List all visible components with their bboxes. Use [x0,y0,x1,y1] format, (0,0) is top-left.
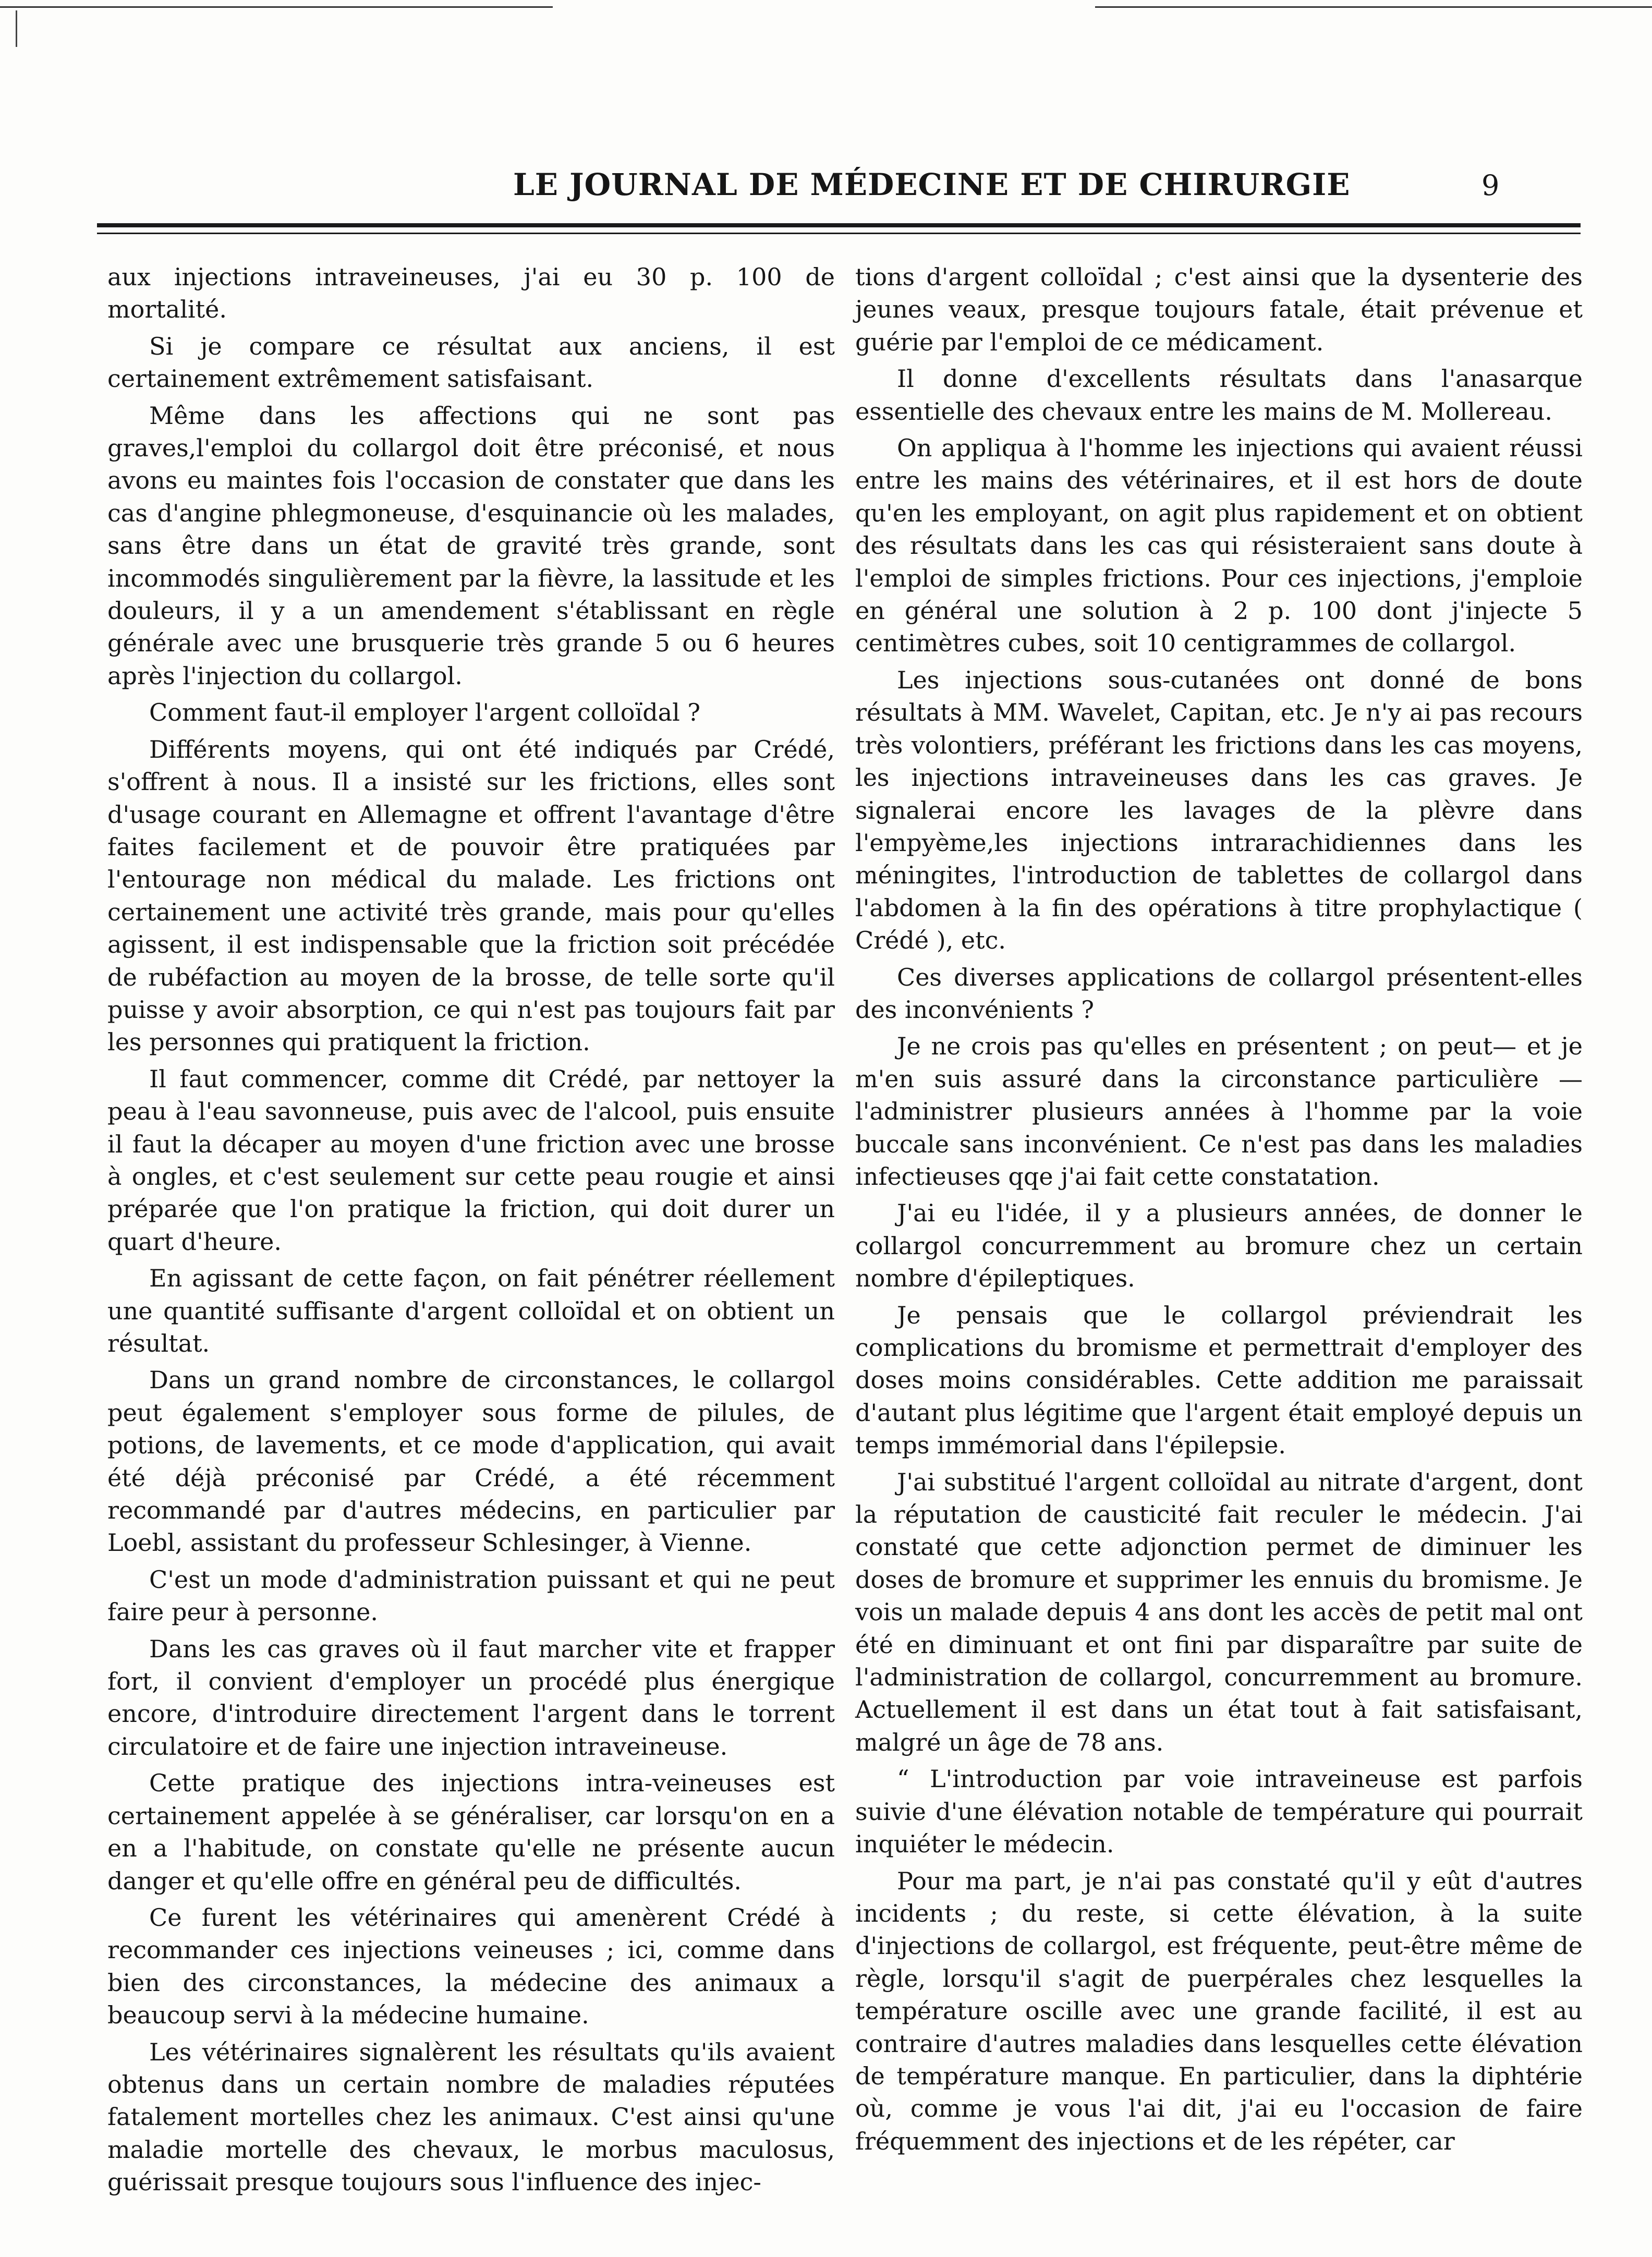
paragraph: aux injections intraveineuses, j'ai eu 30 p. 100 de mortalité. [107,263,835,324]
journal-title: LE JOURNAL DE MÉDECINE ET DE CHIRURGIE [513,167,1351,202]
right-column [855,261,1583,2159]
paragraph: J'ai substitué l'argent colloïdal au nitrate d'argent, dont la réputation de causticité fait reculer le médecin. J'ai constaté que cette adjonction permet de diminuer les doses de bromure et supprimer les ennuis du bromisme. Je vois un malade depuis 4 ans dont les accès de petit mal ont été en diminuant et ont fini par disparaître par suite de l'administration de collargol, concurremment au bromure. Actuellement il est dans un état tout à fait satisfaisant, malgré un âge de 78 ans. [855,1467,1583,1756]
scan-edge-left-mark [16,10,17,47]
page-number: 9 [1481,169,1500,202]
paragraph: J'ai eu l'idée, il y a plusieurs années, de donner le collargol concurremment au bromure chez un certain nombre d'épileptiques. [855,1199,1583,1293]
paragraph: Dans les cas graves où il faut marcher vite et frapper fort, il convient d'employer un procédé plus énergique encore, d'introduire directement l'argent dans le torrent circulatoire et de faire une injection intraveineuse. [107,1634,835,1761]
paragraph: Pour ma part, je n'ai pas constaté qu'il y eût d'autres incidents ; du reste, si cette élévation, à la suite d'injections de collargol, est fréquente, peut-être même de règle, lorsqu'il s'agit de puerpérales chez lesquelles la température oscille avec une grande facilité, il est au contraire d'autres maladies dans lesquelles cette élévation de température manque. En particulier, dans la diphtérie où, comme je vous l'ai dit, j'ai eu l'occasion de faire fréquemment des injections et de les répéter, car [855,1866,1583,2155]
header-rule-thick [97,223,1581,227]
paragraph: Si je compare ce résultat aux anciens, il est certainement extrêmement satisfaisant. [107,332,835,393]
left-column [107,261,835,2197]
paragraph: Ce furent les vétérinaires qui amenèrent Crédé à recommander ces injections veineuses ; ici, comme dans bien des circonstances, la médecine des animaux a beaucoup servi à la médecine humaine. [107,1903,835,2030]
paragraph: Je pensais que le collargol préviendrait les complications du bromisme et permettrait d'employer des doses moins considérables. Cette addition me paraissait d'autant plus légitime que l'argent était employé depuis un temps immémorial dans l'épilepsie. [855,1301,1583,1460]
running-header [97,167,1581,203]
paragraph: Ces diverses applications de collargol présentent-elles des inconvénients ? [855,963,1583,1024]
paragraph: Les injections sous-cutanées ont donné de bons résultats à MM. Wavelet, Capitan, etc. Je n'y ai pas recours très volontiers, préférant les frictions dans les cas moyens, les injections intraveineuses dans les cas graves. Je signalerai encore les lavages de la plèvre dans l'empyème,les injections intrarachidiennes dans les méningites, l'introduction de tablettes de collargol dans l'abdomen à la fin des opérations à titre prophylactique ( Crédé ), etc. [855,665,1583,955]
paragraph: On appliqua à l'homme les injections qui avaient réussi entre les mains des vétérinaires, et il est hors de doute qu'en les employant, on agit plus rapidement et on obtient des résultats dans les cas qui résisteraient sans doute à l'emploi de simples frictions. Pour ces injections, j'emploie en général une solution à 2 p. 100 dont j'injecte 5 centimètres cubes, soit 10 centigrammes de collargol. [855,434,1583,658]
paragraph: Je ne crois pas qu'elles en présentent ; on peut— et je m'en suis assuré dans la circonstance particulière — l'administrer plusieurs années à l'homme par la voie buccale sans inconvénient. Ce n'est pas dans les maladies infectieuses qqe j'ai fait cette constatation. [855,1032,1583,1191]
paragraph: En agissant de cette façon, on fait pénétrer réellement une quantité suffisante d'argent colloïdal et on obtient un résultat. [107,1264,835,1357]
paragraph: C'est un mode d'administration puissant et qui ne peut faire peur à personne. [107,1565,835,1627]
paragraph: Différents moyens, qui ont été indiqués par Crédé, s'offrent à nous. Il a insisté sur les frictions, elles sont d'usage courant en Allemagne et offrent l'avantage d'être faites facilement et de pouvoir être pratiquées par l'entourage non médical du malade. Les frictions ont certainement une activité très grande, mais pour qu'elles agissent, il est indispensable que la friction soit précédée de rubéfaction au moyen de la brosse, de telle sorte qu'il puisse y avoir absorption, ce qui n'est pas toujours fait par les personnes qui pratiquent la friction. [107,735,835,1057]
paragraph: Les vétérinaires signalèrent les résultats qu'ils avaient obtenus dans un certain nombre de maladies réputées fatalement mortelles chez les animaux. C'est ainsi qu'une maladie mortelle des chevaux, le morbus maculosus, guérissait presque toujours sous l'influence des injec- [107,2037,835,2197]
paragraph: “ L'introduction par voie intraveineuse est parfois suivie d'une élévation notable de température qui pourrait inquiéter le médecin. [855,1765,1583,1859]
scan-edge-top-left [0,6,553,8]
paragraph: Dans un grand nombre de circonstances, le collargol peut également s'employer sous forme de pilules, de potions, de lavements, et ce mode d'application, qui avait été déjà préconisé par Crédé, a été récemment recommandé par d'autres médecins, en particulier par Loebl, assistant du professeur Schlesinger, à Vienne. [107,1366,835,1557]
scan-edge-top-right [1095,6,1652,8]
header-rule-thin [97,233,1581,234]
paragraph: Même dans les affections qui ne sont pas graves,l'emploi du collargol doit être préconisé, et nous avons eu maintes fois l'occasion de constater que dans les cas d'angine phlegmoneuse, d'esquinancie où les malades, sans être dans un état de gravité très grande, sont incommodés singulièrement par la fièvre, la lassitude et les douleurs, il y a un amendement s'établissant en règle générale avec une brusquerie très grande 5 ou 6 heures après l'injection du collargol. [107,401,835,690]
paragraph: Il donne d'excellents résultats dans l'anasarque essentielle des chevaux entre les mains de M. Mollereau. [855,365,1583,426]
paragraph: Il faut commencer, comme dit Crédé, par nettoyer la peau à l'eau savonneuse, puis avec de l'alcool, puis ensuite il faut la décaper au moyen d'une friction avec une brosse à ongles, et c'est seulement sur cette peau rougie et ainsi préparée que l'on pratique la friction, qui doit durer un quart d'heure. [107,1064,835,1256]
paragraph: Cette pratique des injections intra-veineuses est certainement appelée à se généraliser, car lorsqu'on en a en a l'habitude, on constate qu'elle ne présente aucun danger et qu'elle offre en général peu de difficultés. [107,1769,835,1895]
paragraph: tions d'argent colloïdal ; c'est ainsi que la dysenterie des jeunes veaux, presque toujours fatale, était prévenue et guérie par l'emploi de ce médicament. [855,263,1583,356]
paragraph: Comment faut-il employer l'argent colloïdal ? [149,698,701,727]
